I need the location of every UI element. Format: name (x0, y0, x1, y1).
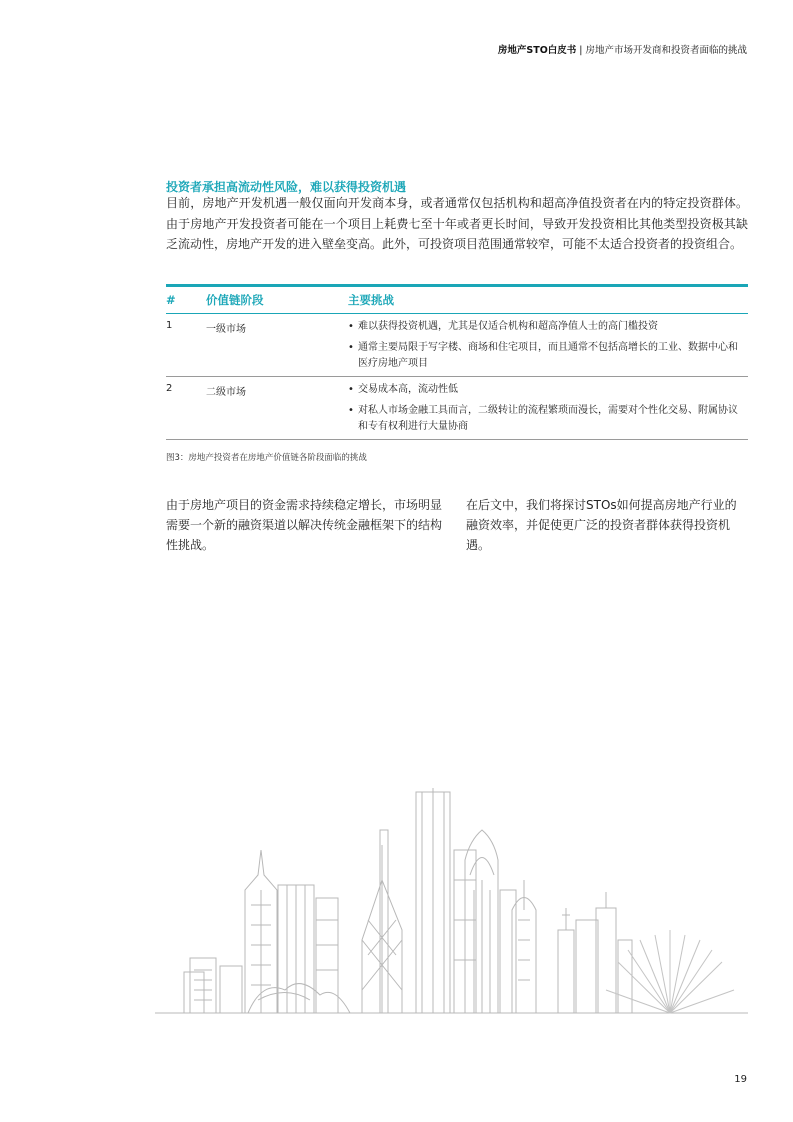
header-number: # (166, 293, 176, 307)
city-skyline-illustration (150, 780, 750, 1020)
challenges-table (166, 284, 748, 440)
row-number: 1 (166, 320, 173, 331)
row-number: 2 (166, 383, 173, 394)
table-row (166, 314, 748, 377)
header-challenges: 主要挑战 (348, 293, 394, 307)
challenge-item: • 交易成本高，流动性低 (348, 382, 748, 398)
intro-paragraph: 目前，房地产开发机遇一般仅面向开发商本身，或者通常仅包括机构和超高净值投资者在内的特定投资群体。由于房地产开发投资者可能在一个项目上耗费七至十年或者更长时间，导致开发投资相比其他类型投资极其缺乏流动性，房地产开发的进入壁垒变高。此外，可投资项目范围通常较窄，可能不太适合投资者的投资组合。 (166, 196, 748, 251)
header-chapter: 房地产市场开发商和投资者面临的挑战 (585, 45, 747, 56)
row-challenges (348, 319, 748, 372)
header-doc-title: 房地产STO白皮书 (497, 45, 577, 56)
row-stage: 一级市场 (206, 324, 246, 335)
body-column-left: 由于房地产项目的资金需求持续稳定增长，市场明显需要一个新的融资渠道以解决传统金融框架下的结构性挑战。 (166, 498, 443, 552)
figure-caption: 图3：房地产投资者在房地产价值链各阶段面临的挑战 (166, 453, 367, 463)
challenge-item: • 对私人市场金融工具而言，二级转让的流程繁琐而漫长，需要对个性化交易、附属协议和专有权利进行大量协商 (348, 403, 748, 435)
header-separator: | (579, 45, 583, 56)
row-challenges (348, 382, 748, 435)
challenge-item: • 难以获得投资机遇，尤其是仅适合机构和超高净值人士的高门槛投资 (348, 319, 748, 335)
row-stage: 二级市场 (206, 387, 246, 398)
header-stage: 价值链阶段 (206, 293, 264, 307)
table-header-row (166, 287, 748, 314)
page-number: 19 (734, 1074, 747, 1085)
challenge-item: • 通常主要局限于写字楼、商场和住宅项目，而且通常不包括高增长的工业、数据中心和医疗房地产项目 (348, 340, 748, 372)
section-title: 投资者承担高流动性风险，难以获得投资机遇 (166, 180, 407, 194)
body-column-right: 在后文中，我们将探讨STOs如何提高房地产行业的融资效率，并促使更广泛的投资者群体获得投资机遇。 (466, 498, 737, 552)
running-header (498, 42, 747, 56)
table-row (166, 377, 748, 440)
